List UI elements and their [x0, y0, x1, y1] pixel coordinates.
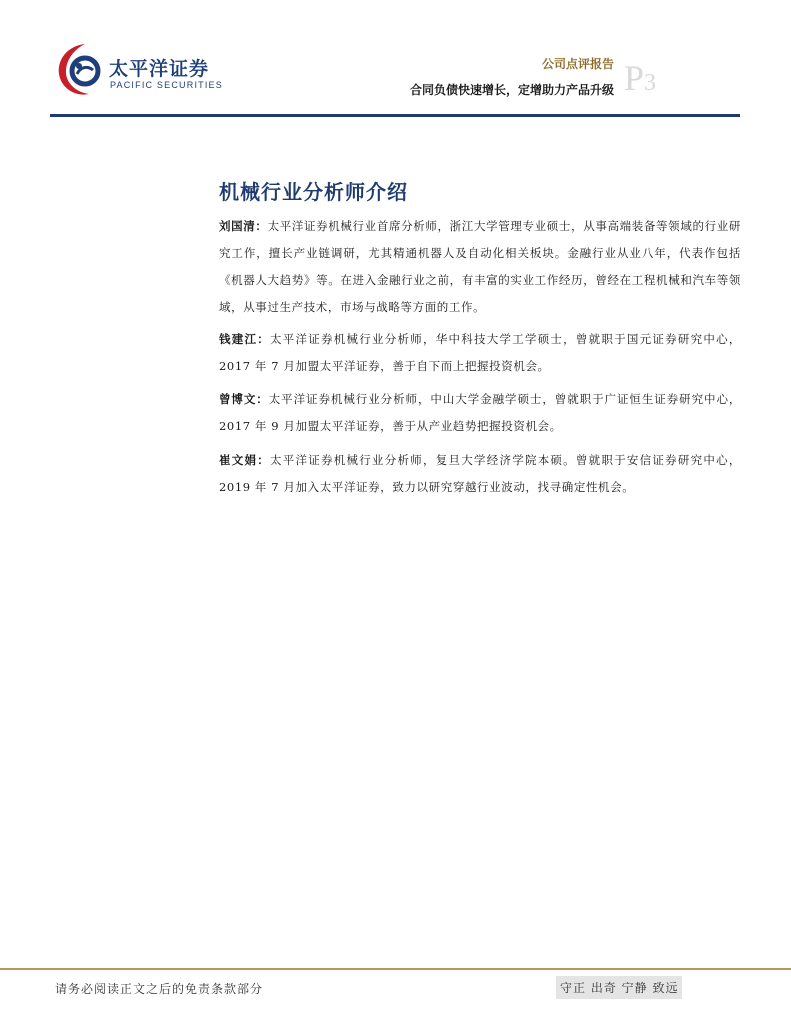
company-name-cn: 太平洋证券	[109, 58, 210, 80]
disclaimer-note: 请务必阅读正文之后的免责条款部分	[55, 982, 264, 996]
page-number-value: 3	[644, 70, 657, 96]
analyst-name: 曾博文：	[219, 392, 269, 406]
company-logo	[55, 40, 223, 100]
analyst-bio	[219, 447, 741, 501]
header-divider	[50, 114, 740, 117]
analyst-name: 钱建江：	[219, 332, 270, 346]
analyst-bio	[219, 326, 741, 380]
report-type: 公司点评报告	[541, 57, 614, 71]
analyst-description: 太平洋证券机械行业分析师，复旦大学经济学院本硕。曾就职于安信证券研究中心，2019 年 7 月加入太平洋证券，致力以研究穿越行业波动，找寻确定性机会。	[219, 453, 741, 494]
analyst-description: 太平洋证券机械行业首席分析师，浙江大学管理专业硕士，从事高端装备等领域的行业研究工作，擅长产业链调研，尤其精通机器人及自动化相关板块。金融行业从业八年，代表作包括《机器人大趋势》等。在进入金融行业之前，有丰富的实业工作经历，曾经在工程机械和汽车等领域，从事过生产技术，市场与战略等方面的工作。	[219, 219, 741, 314]
analyst-name: 崔文娟：	[219, 453, 270, 467]
analyst-bio	[219, 386, 741, 440]
company-name-en: PACIFIC SECURITIES	[110, 80, 223, 90]
analyst-description: 太平洋证券机械行业分析师，中山大学金融学硕士，曾就职于广证恒生证券研究中心，2017 年 9 月加盟太平洋证券，善于从产业趋势把握投资机会。	[219, 392, 741, 433]
section-title: 机械行业分析师介绍	[219, 180, 408, 204]
page-number	[624, 60, 656, 101]
analyst-description: 太平洋证券机械行业分析师，华中科技大学工学硕士，曾就职于国元证券研究中心，2017 年 7 月加盟太平洋证券，善于自下而上把握投资机会。	[219, 332, 741, 373]
analyst-name: 刘国清：	[219, 219, 268, 233]
pacific-logo-icon	[55, 40, 105, 98]
analyst-bio	[219, 213, 741, 321]
company-motto: 守正 出奇 宁静 致远	[556, 976, 682, 999]
page-number-prefix: P	[624, 58, 645, 98]
report-title: 合同负债快速增长，定增助力产品升级	[409, 83, 614, 97]
footer-divider	[0, 968, 791, 970]
